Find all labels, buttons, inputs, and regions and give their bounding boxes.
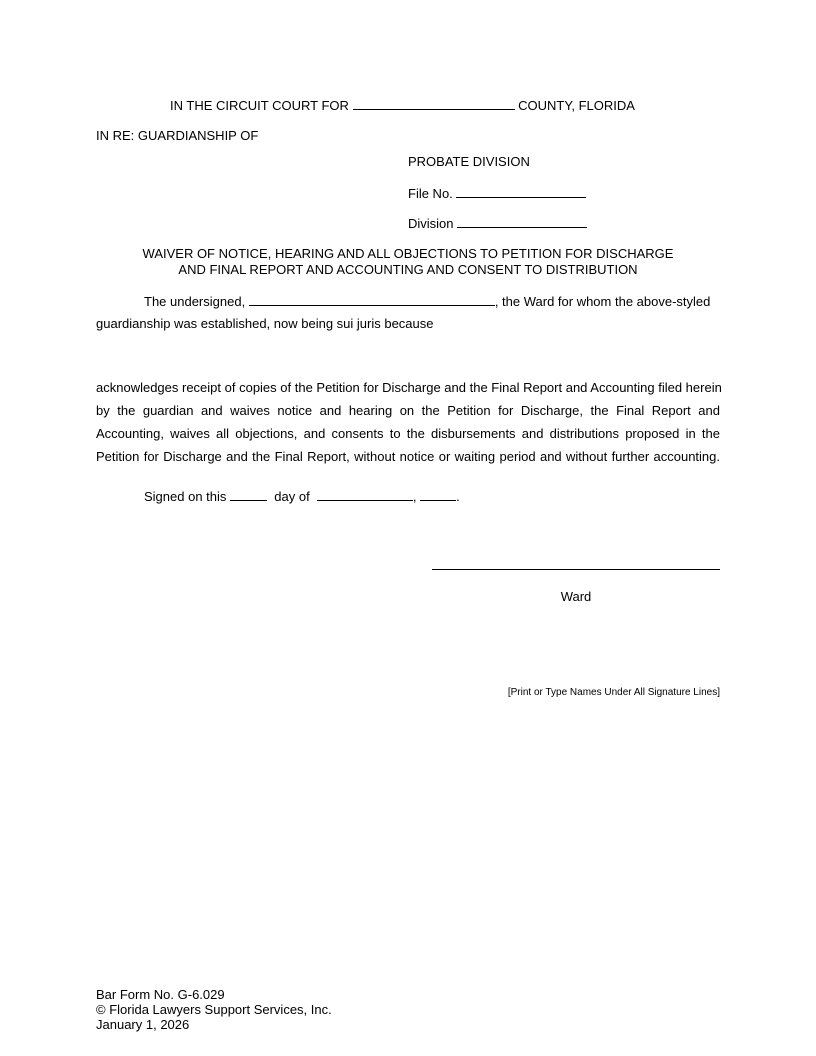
- probate-division-heading: PROBATE DIVISION: [408, 154, 530, 169]
- signed-comma: ,: [412, 489, 417, 504]
- signed-period: .: [456, 489, 460, 504]
- ward-label: Ward: [560, 589, 592, 604]
- signed-on-line: [144, 488, 460, 505]
- body-paragraph-line-4: Petition for Discharge and the Final Report, without notice or waiting period and without further accounting.: [96, 449, 720, 464]
- body-paragraph-line-3: Accounting, waives all objections, and consents to the disbursements and distributions proposed in the: [96, 426, 720, 441]
- form-date: January 1, 2026: [96, 1017, 190, 1032]
- month-blank[interactable]: [317, 488, 413, 501]
- body-paragraph-line-2: by the guardian and waives notice and hearing on the Petition for Discharge, the Final Report and: [96, 403, 720, 418]
- ward-signature-line[interactable]: [432, 569, 720, 570]
- file-no-blank[interactable]: [456, 185, 586, 198]
- day-of-label: day of: [274, 489, 310, 504]
- copyright-line: © Florida Lawyers Support Services, Inc.: [96, 1002, 332, 1017]
- division-line: [408, 215, 587, 232]
- ward-name-blank[interactable]: [249, 293, 495, 306]
- intro-line2: guardianship was established, now being sui juris because: [96, 316, 434, 331]
- intro-suffix: , the Ward for whom the above-styled: [494, 294, 711, 309]
- court-suffix: COUNTY, FLORIDA: [518, 98, 635, 113]
- court-prefix: IN THE CIRCUIT COURT FOR: [170, 98, 349, 113]
- county-blank[interactable]: [353, 97, 515, 110]
- signature-note: [Print or Type Names Under All Signature Lines]: [507, 687, 720, 698]
- division-label: Division: [408, 216, 454, 231]
- signed-on-label: Signed on this: [144, 489, 227, 504]
- file-no-label: File No.: [408, 186, 453, 201]
- form-number: Bar Form No. G-6.029: [96, 987, 225, 1002]
- day-blank[interactable]: [230, 488, 267, 501]
- file-no-line: [408, 185, 586, 202]
- document-title-line2: AND FINAL REPORT AND ACCOUNTING AND CONSENT TO DISTRIBUTION: [178, 262, 638, 277]
- document-title-line1: WAIVER OF NOTICE, HEARING AND ALL OBJECTIONS TO PETITION FOR DISCHARGE: [142, 246, 674, 261]
- in-re-line: IN RE: GUARDIANSHIP OF: [96, 128, 259, 143]
- year-blank[interactable]: [420, 488, 456, 501]
- court-line: [170, 97, 635, 114]
- division-blank[interactable]: [457, 215, 587, 228]
- intro-prefix: The undersigned,: [144, 294, 246, 309]
- body-paragraph-line-1: acknowledges receipt of copies of the Petition for Discharge and the Final Report and Accounting filed herein: [96, 380, 722, 395]
- intro-line: [144, 293, 710, 310]
